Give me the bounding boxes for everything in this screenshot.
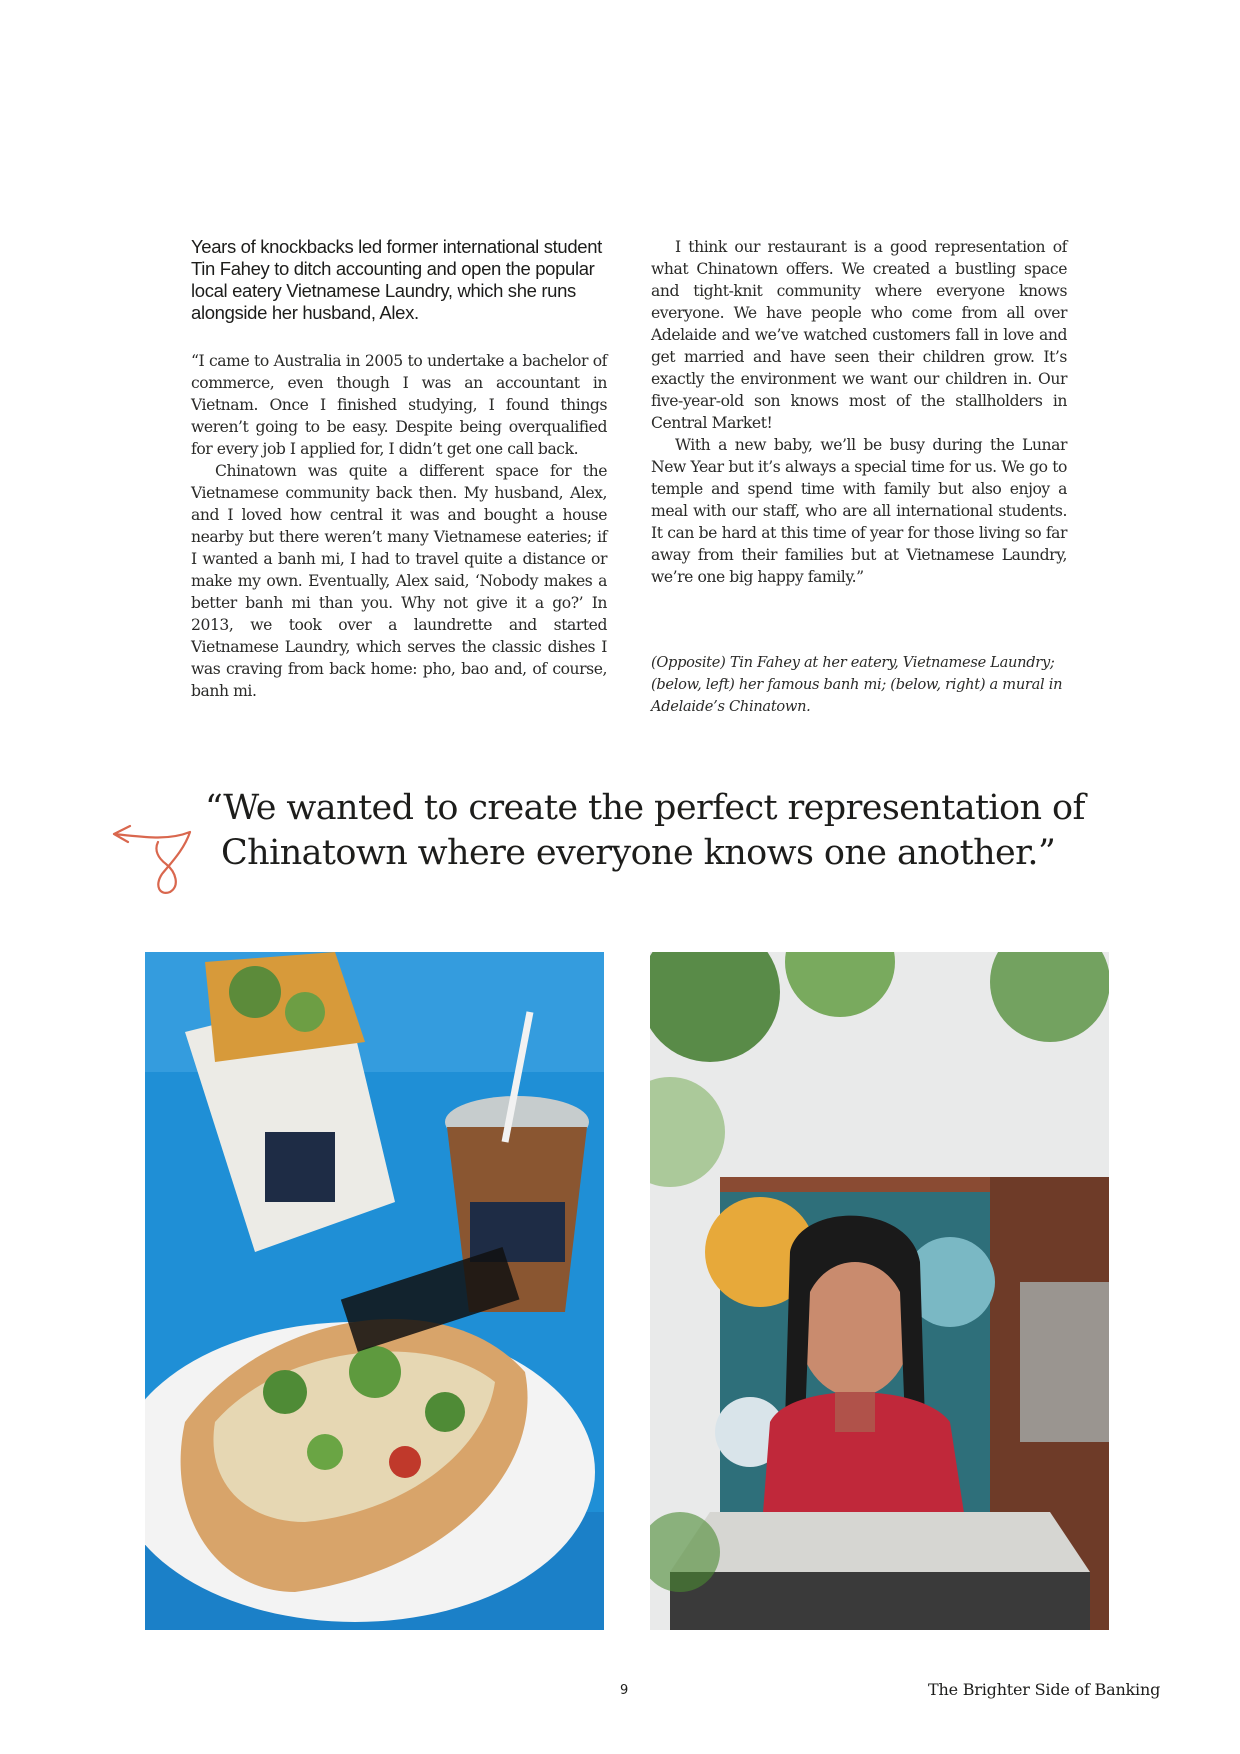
article-left-column (191, 236, 607, 702)
pull-quote-line-1: “We wanted to create the perfect representation of (205, 788, 1085, 828)
body-paragraph: “I came to Australia in 2005 to undertake a bachelor of commerce, even though I was an accountant in Vietnam. Once I finished studying, I found things weren’t going to be easy. Despite being overqualified for every job I applied for, I didn’t get one call back. (191, 352, 607, 458)
mural-illustration (650, 952, 1109, 1630)
body-text-right (651, 236, 1067, 588)
photo-caption: (Opposite) Tin Fahey at her eatery, Vietnamese Laundry; (below, left) her famous banh mi; (below, right) a mural in Adelaide’s Chinatown. (651, 654, 1063, 715)
article-right-column (651, 236, 1067, 588)
banh-mi-photo (145, 952, 604, 1630)
body-paragraph: Chinatown was quite a different space for the Vietnamese community back then. My husband, Alex, and I loved how central it was and bought a house nearby but there weren’t many Vietnamese eateries; if I wanted a banh mi, I had to travel quite a distance or make my own. Eventually, Alex said, ‘Nobody makes a better banh mi than you. Why not give it a go?’ In 2013, we took over a laundrette and started Vietnamese Laundry, which serves the classic dishes I was craving from back home: pho, bao and, of course, banh mi. (191, 462, 607, 700)
pull-quote (205, 786, 1085, 876)
banh-mi-illustration (145, 952, 604, 1630)
body-paragraph: With a new baby, we’ll be busy during the Lunar New Year but it’s always a special time for us. We go to temple and spend time with family but also enjoy a meal with our staff, who are all international students. It can be hard at this time of year for those living so far away from their families but at Vietnamese Laundry, we’re one big happy family.” (651, 436, 1067, 586)
standfirst: Years of knockbacks led former international student Tin Fahey to ditch accounting and open the popular local eatery Vietnamese Laundry, which she runs alongside her husband, Alex. (191, 236, 602, 323)
publication-title: The Brighter Side of Banking (928, 1680, 1161, 1699)
body-text-left (191, 350, 607, 702)
chinatown-mural-photo (650, 952, 1109, 1630)
swirl-arrow-icon (110, 820, 200, 900)
page-number: 9 (620, 1683, 629, 1698)
pull-quote-line-2: Chinatown where everyone knows one another.” (221, 833, 1056, 873)
body-paragraph: I think our restaurant is a good representation of what Chinatown offers. We created a bustling space and tight-knit community where everyone knows everyone. We have people who come from all over Adelaide and we’ve watched customers fall in love and get married and have seen their children grow. It’s exactly the environment we want our children in. Our five-year-old son knows most of the stallholders in Central Market! (651, 238, 1067, 432)
